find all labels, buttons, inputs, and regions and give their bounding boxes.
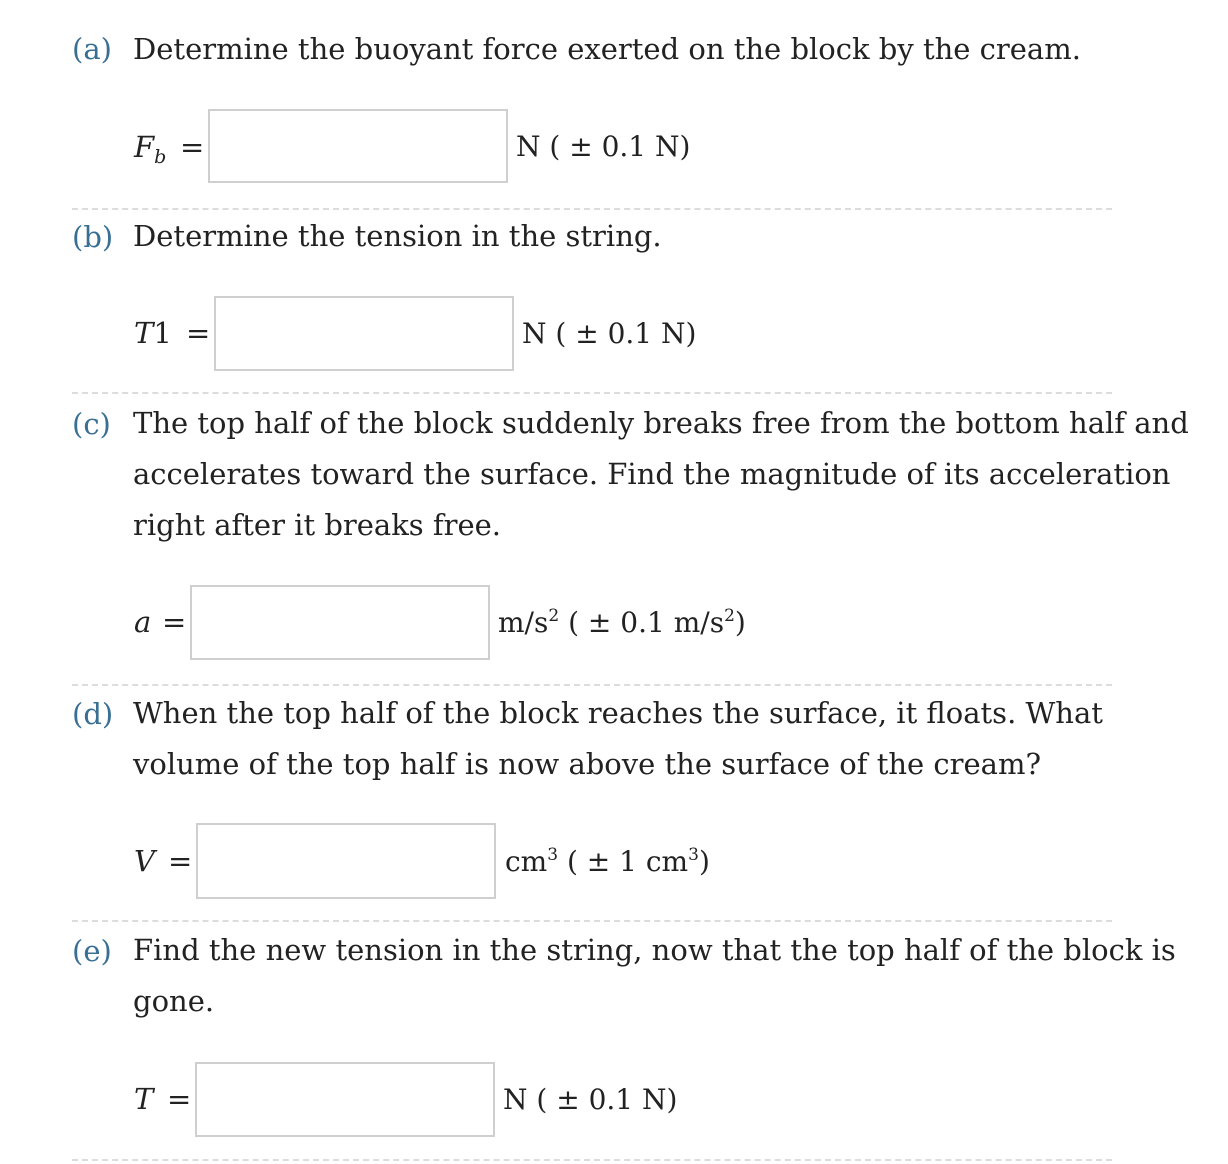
part-label: (c): [72, 407, 111, 441]
question-prompt: [133, 211, 1123, 262]
equals-sign: =: [167, 1082, 192, 1116]
prompt-line: Find the new tension in the string, now that the top half of the block is: [133, 933, 1176, 967]
unit-label: N ( ± 0.1 N): [522, 317, 697, 350]
prompt-line: Determine the tension in the string.: [133, 219, 662, 253]
unit-label: $cm^3$ ( ± 1 $cm^3$): [505, 845, 710, 878]
divider: [72, 684, 1112, 686]
answer-input-d[interactable]: [196, 823, 496, 899]
variable-symbol: V: [134, 844, 155, 878]
part-label: (e): [72, 934, 112, 968]
equals-sign: =: [180, 130, 205, 164]
divider: [72, 920, 1112, 922]
unit-label: N ( ± 0.1 N): [516, 130, 691, 163]
equals-sign: =: [168, 844, 193, 878]
question-prompt: [133, 24, 1123, 75]
divider: [72, 392, 1112, 394]
question-prompt: [133, 398, 1189, 551]
question-prompt: [133, 688, 1123, 790]
prompt-line: accelerates toward the surface. Find the magnitude of its acceleration: [133, 457, 1171, 491]
answer-input-e[interactable]: [195, 1062, 495, 1137]
prompt-line: Determine the buoyant force exerted on the block by the cream.: [133, 32, 1081, 66]
equals-sign: =: [162, 605, 187, 639]
prompt-line: When the top half of the block reaches the surface, it floats. What: [133, 696, 1103, 730]
unit-label: N ( ± 0.1 N): [503, 1083, 678, 1116]
variable-symbol: $F_b$: [134, 130, 167, 168]
question-prompt: [133, 925, 1176, 1027]
answer-input-b[interactable]: [214, 296, 514, 371]
variable-symbol: T1: [134, 316, 172, 350]
prompt-line: The top half of the block suddenly breaks free from the bottom half and: [133, 406, 1189, 440]
prompt-line: right after it breaks free.: [133, 508, 502, 542]
equals-sign: =: [186, 316, 211, 350]
part-label: (b): [72, 220, 114, 254]
prompt-line: volume of the top half is now above the surface of the cream?: [133, 747, 1042, 781]
prompt-line: gone.: [133, 984, 215, 1018]
variable-symbol: a: [134, 605, 152, 639]
part-label: (a): [72, 32, 112, 66]
divider: [72, 1159, 1112, 1161]
divider: [72, 208, 1112, 210]
part-label: (d): [72, 697, 114, 731]
answer-input-a[interactable]: [208, 109, 508, 183]
unit-label: $m/s^2$ ( ± 0.1 $m/s^2$): [498, 606, 746, 639]
variable-symbol: T: [134, 1082, 154, 1116]
answer-input-c[interactable]: [190, 585, 490, 660]
